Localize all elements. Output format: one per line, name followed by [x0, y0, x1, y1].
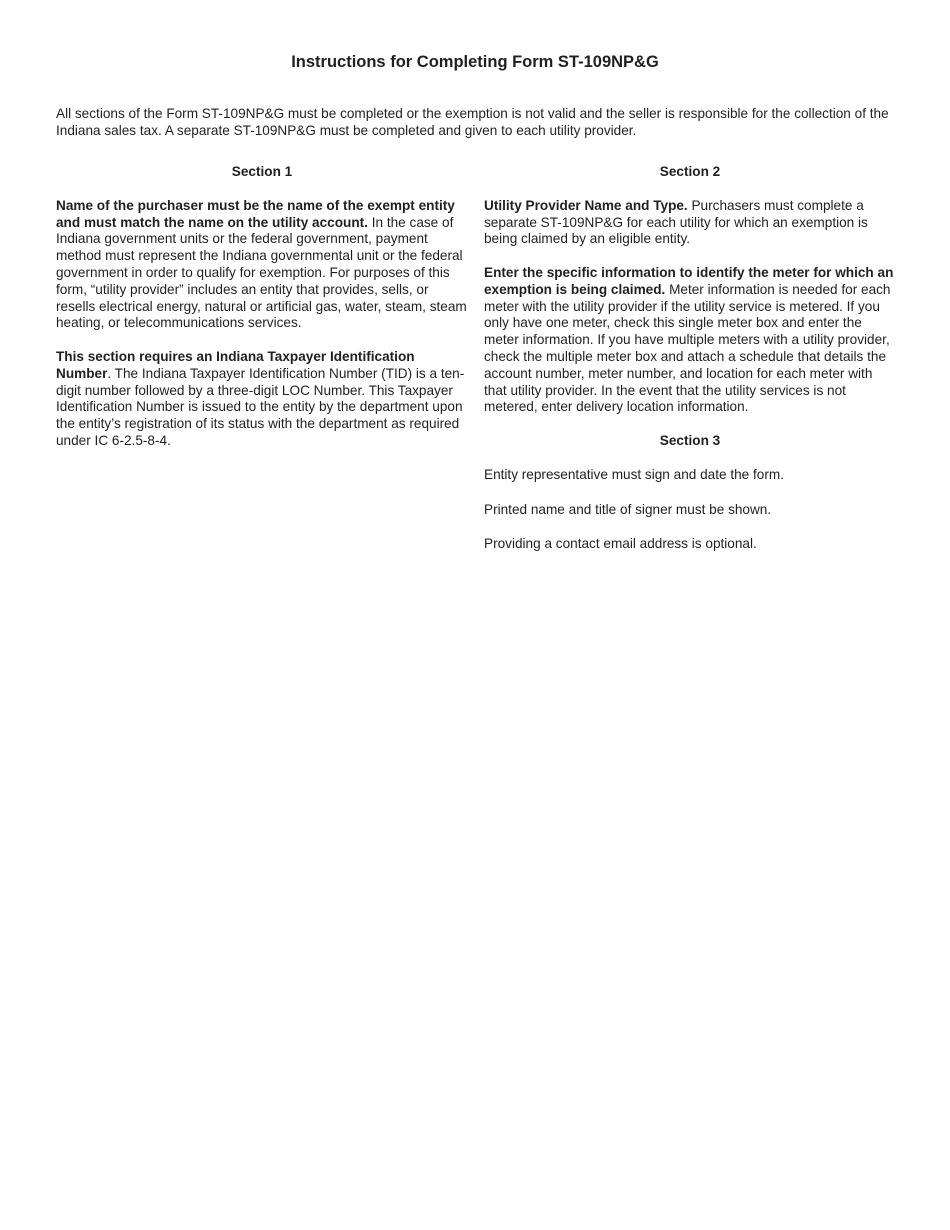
section-3-printed-name-line: Printed name and title of signer must be shown. — [484, 501, 772, 517]
section-2-provider-bold: Utility Provider Name and Type. — [484, 197, 688, 213]
section-2-heading: Section 2 — [659, 164, 721, 179]
section-2-provider-paragraph — [484, 198, 896, 248]
section-1-purchaser-name-paragraph — [56, 198, 468, 332]
section-2-3-column — [484, 164, 896, 571]
section-1-purchaser-name-bold: Name of the purchaser must be the name of the exempt entity and must match the name on the utility account. — [56, 197, 455, 230]
section-3-email-line: Providing a contact email address is optional. — [484, 536, 757, 552]
section-1-tid-paragraph — [56, 349, 468, 450]
section-3-heading: Section 3 — [659, 432, 721, 448]
section-1-purchaser-name-text: In the case of Indiana government units or the federal government, payment method must represent the Indiana governmental unit or the federal government in order to qualify for exemption. For purposes of this form, “utility provider” includes an entity that provides, sells, or resells electrical energy, natural or artificial gas, water, steam, steam heating, or telecommunications services. — [56, 214, 467, 331]
section-2-provider-text: Purchasers must complete a separate ST-109NP&G for each utility for which an exemption is being claimed by an eligible entity. — [484, 197, 868, 247]
section-1-tid-bold: This section requires an Indiana Taxpayer Identification Number — [56, 348, 415, 381]
section-3-sign-line: Entity representative must sign and date the form. — [484, 466, 784, 482]
section-1-tid-text: . The Indiana Taxpayer Identification Number (TID) is a ten-digit number followed by a three-digit LOC Number. This Taxpayer Identification Number is issued to the entity by the department upon the entity’s registration of its status with the department as required under IC 6-2.5-8-4. — [56, 365, 465, 448]
section-1-heading: Section 1 — [231, 164, 293, 179]
intro-paragraph: All sections of the Form ST-109NP&G must be completed or the exemption is not valid and the seller is responsible for the collection of the Indiana sales tax. A separate ST-109NP&G must be completed and given to each utility provider. — [56, 106, 889, 138]
section-2-meter-text: Meter information is needed for each meter with the utility provider if the utility service is metered. If you only have one meter, check this single meter box and enter the meter information. If you have multiple meters with a utility provider, check the multiple meter box and attach a schedule that details the account number, meter number, and location for each meter with that utility provider. In the event that the utility services is not metered, enter delivery location information. — [484, 281, 891, 415]
section-2-meter-paragraph — [484, 265, 896, 416]
section-2-meter-bold: Enter the specific information to identify the meter for which an exemption is being claimed. — [484, 264, 894, 297]
section-1-column — [56, 164, 468, 467]
page-title: Instructions for Completing Form ST-109NP&G — [291, 53, 659, 71]
